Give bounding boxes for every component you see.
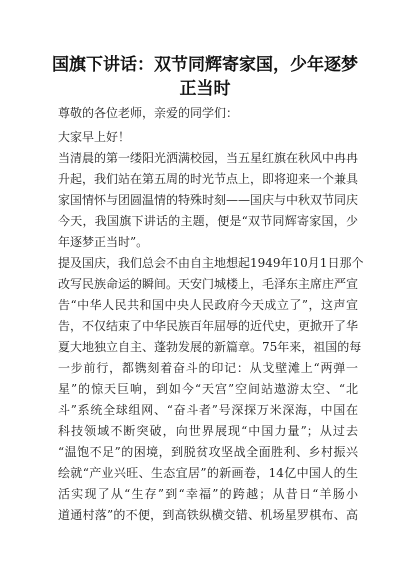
paragraph-line: 星”的惊天巨响，到如今“天宫”空间站遨游太空、“北	[58, 382, 358, 396]
paragraph-line: 家国情怀与团圆温情的特殊时刻——国庆与中秋双节同庆	[58, 193, 359, 207]
paragraph-line: 提及国庆，我们总会不由自主地想起1949年10月1日那个	[58, 256, 364, 270]
paragraph-line: 年逐梦正当时”。	[58, 235, 149, 249]
paragraph-line: 道通村落”的不便，到高铁纵横交错、机场星罗棋布、高	[58, 508, 358, 522]
paragraph-line: 告，不仅结束了中华民族百年屈辱的近代史，更掀开了华	[58, 319, 359, 333]
paragraph-line: “温饱不足”的困境，到脱贫攻坚战全面胜利、乡村振兴	[58, 445, 358, 459]
paragraph-line: 一步前行，都镌刻着奋斗的印记：从戈壁滩上“两弹一	[58, 361, 358, 375]
greeting-line: 尊敬的各位老师，亲爱的同学们：	[58, 106, 239, 120]
paragraph-line: 活实现了从“生存”到“幸福”的跨越；从昔日“羊肠小	[58, 487, 358, 501]
paragraph-line: 绘就“产业兴旺、生态宜居”的新画卷，14亿中国人的生	[58, 466, 358, 480]
document-title-line-2: 正当时	[179, 79, 231, 99]
salutation-line: 大家早上好！	[58, 130, 131, 144]
paragraph-line: 今天，我国旗下讲话的主题，便是“双节同辉寄家国，少	[58, 214, 358, 228]
paragraph-line: 升起，我们站在第五周的时光节点上，即将迎来一个兼具	[58, 172, 359, 186]
paragraph-line: 夏大地独立自主、蓬勃发展的新篇章。75年来，祖国的每	[58, 340, 362, 354]
paragraph-line: 科技领域不断突破，向世界展现“中国力量”；从过去	[58, 424, 358, 438]
paragraph-line: 改写民族命运的瞬间。天安门城楼上，毛泽东主席庄严宣	[58, 277, 359, 291]
document-title-line-1: 国旗下讲话：双节同辉寄家国，少年逐梦	[52, 55, 358, 75]
paragraph-line: 当清晨的第一缕阳光洒满校园，当五星红旗在秋风中冉冉	[58, 151, 359, 165]
paragraph-line: 斗”系统全球组网、“奋斗者”号深探万米深海，中国在	[58, 403, 358, 417]
paragraph-line: 告“中华人民共和国中央人民政府今天成立了”，这声宣	[58, 298, 358, 312]
